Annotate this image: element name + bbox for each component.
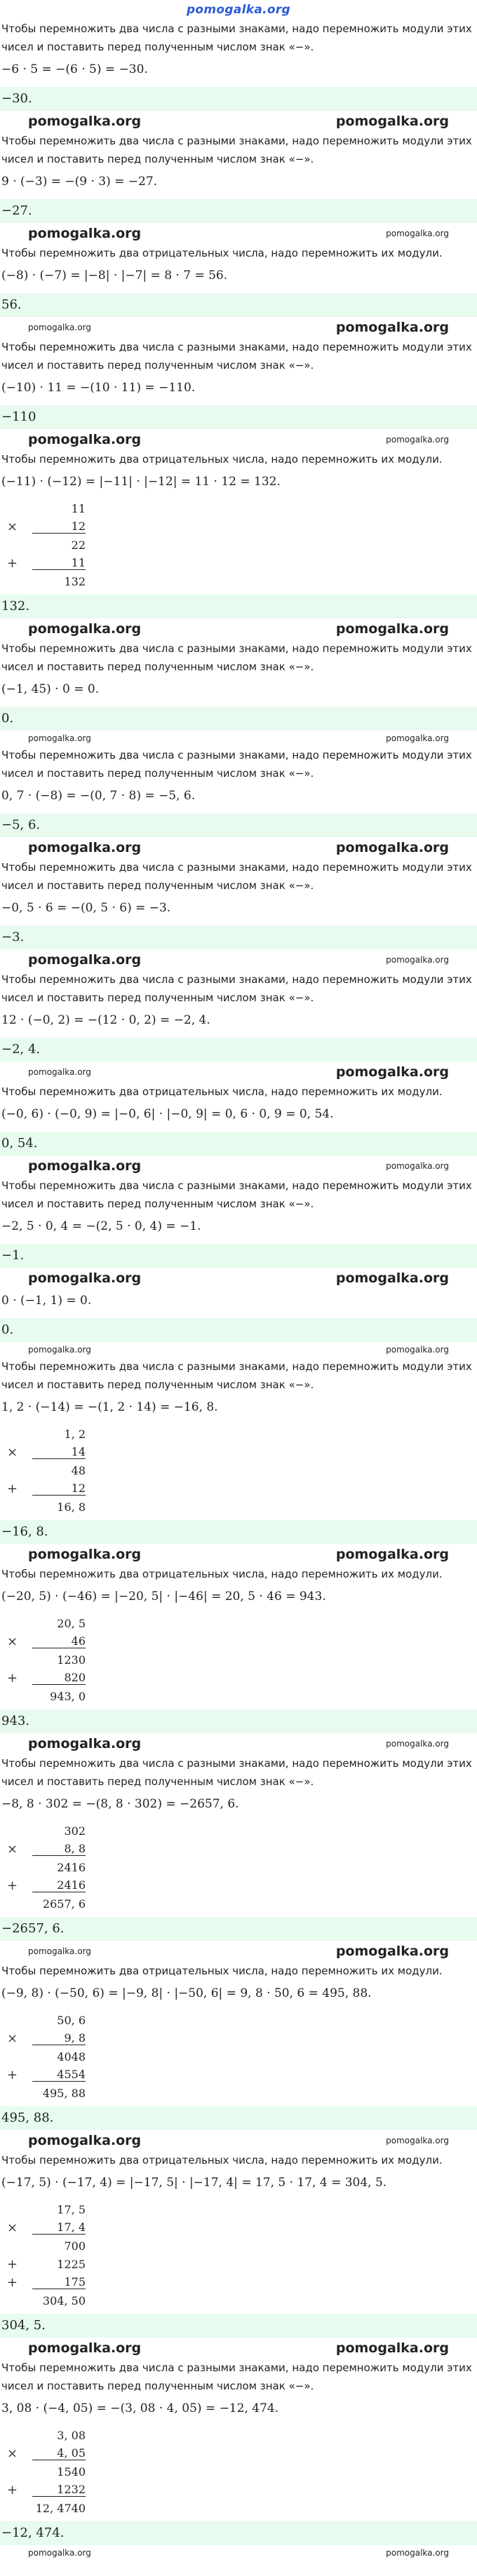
answer: −27. (0, 199, 477, 223)
exercise-item (0, 2357, 477, 2559)
calc-row (7, 1876, 477, 1894)
formula: (−11) · (−12) = |−11| · |−12| = 11 · 12 = 132. (1, 475, 281, 489)
plus-sign: + (7, 555, 18, 571)
watermark-row (0, 2339, 477, 2357)
calc-row (7, 1443, 477, 1461)
watermark: pomogalka.org (386, 955, 449, 965)
watermark: pomogalka.org (28, 2133, 142, 2148)
plus-sign: + (7, 1670, 18, 1686)
formula: −2, 5 · 0, 4 = −(2, 5 · 0, 4) = −1. (1, 1219, 201, 1233)
rule-text: Чтобы перемножить два числа с разными знаками, надо перемножить модули этих чисел и поставить перед полученным числом знак «−». (1, 749, 472, 780)
watermark-row (0, 1343, 477, 1356)
rule-text: Чтобы перемножить два отрицательных числа, надо перемножить их модули. (1, 1085, 443, 1098)
formula: 0, 7 · (−8) = −(0, 7 · 8) = −5, 6. (1, 789, 196, 803)
calc-number: 46 (32, 1634, 86, 1648)
formula: (−9, 8) · (−50, 6) = |−9, 8| · |−50, 6| = 9, 8 · 50, 6 = 495, 88. (1, 1986, 372, 2000)
calc-number: 2416 (57, 1860, 86, 1874)
multiply-sign: × (7, 2220, 18, 2235)
multiply-sign: × (7, 519, 18, 534)
calc-number: 2416 (32, 1878, 86, 1892)
watermark: pomogalka.org (386, 1161, 449, 1171)
calc-number: 8, 8 (32, 1842, 86, 1856)
exercise-item (0, 130, 477, 243)
rule-text: Чтобы перемножить два отрицательных числа, надо перемножить их модули. (1, 1965, 443, 1977)
watermark-row (0, 431, 477, 449)
watermark: pomogalka.org (28, 226, 142, 241)
calc-row (7, 499, 477, 517)
calc-number: 9, 8 (32, 2031, 86, 2045)
answer: −2, 4. (0, 1038, 477, 1062)
watermark: pomogalka.org (28, 2548, 91, 2558)
calc-number: 16, 8 (57, 1500, 86, 1514)
answer: −3. (0, 926, 477, 949)
rule-text: Чтобы перемножить два числа с разными знаками, надо перемножить модули этих чисел и поставить перед полученным числом знак «−». (1, 135, 472, 165)
calc-row (7, 2481, 477, 2499)
exercise-item (0, 1356, 477, 1564)
exercise-item (0, 638, 477, 745)
exercise-item (0, 969, 477, 1081)
calc-number: 943, 0 (50, 1689, 86, 1703)
calc-row (7, 2255, 477, 2273)
watermark: pomogalka.org (28, 1067, 91, 1077)
calc-row (7, 2084, 477, 2102)
watermark-row (0, 1157, 477, 1175)
rule-text: Чтобы перемножить два отрицательных числа, надо перемножить их модули. (1, 1568, 443, 1580)
column-multiplication (7, 1822, 477, 1913)
answer: 0. (0, 1318, 477, 1342)
watermark: pomogalka.org (28, 621, 142, 637)
formula: 12 · (−0, 2) = −(12 · 0, 2) = −2, 4. (1, 1013, 210, 1027)
watermark: pomogalka.org (28, 1270, 142, 1286)
calc-row (7, 2426, 477, 2444)
multiply-sign: × (7, 2446, 18, 2461)
watermark-row (0, 1942, 477, 1960)
answer: 304, 5. (0, 2314, 477, 2338)
plus-sign: + (7, 1481, 18, 1496)
watermark: pomogalka.org (28, 1736, 142, 1751)
watermark-row (0, 1269, 477, 1287)
formula: 0 · (−1, 1) = 0. (1, 1294, 92, 1308)
calc-number: 1, 2 (64, 1427, 86, 1441)
rule-text: Чтобы перемножить два числа с разными знаками, надо перемножить модули этих чисел и поставить перед полученным числом знак «−». (1, 1179, 472, 1210)
exercise-item (0, 449, 477, 638)
calc-row (7, 1894, 477, 1913)
calc-number: 820 (32, 1671, 86, 1685)
formula: (−8) · (−7) = |−8| · |−7| = 8 · 7 = 56. (1, 269, 228, 283)
watermark-row (0, 839, 477, 857)
exercise-item (0, 1081, 477, 1175)
calc-row (7, 1425, 477, 1443)
calc-number: 12, 4740 (35, 2501, 86, 2515)
exercise-item (0, 1753, 477, 1960)
rule-text: Чтобы перемножить два числа с разными знаками, надо перемножить модули этих чисел и поставить перед полученным числом знак «−». (1, 1360, 472, 1391)
calc-number: 2657, 6 (42, 1897, 86, 1911)
answer: 943. (0, 1709, 477, 1733)
calc-row (7, 1632, 477, 1650)
calc-number: 3, 08 (57, 2428, 86, 2442)
calc-number: 1225 (57, 2257, 86, 2271)
calc-number: 1230 (57, 1653, 86, 1667)
column-multiplication (7, 2426, 477, 2517)
answer: −16, 8. (0, 1520, 477, 1544)
calc-row (7, 2444, 477, 2462)
watermark: pomogalka.org (28, 1946, 91, 1956)
formula: (−1, 45) · 0 = 0. (1, 682, 100, 696)
formula: 1, 2 · (−14) = −(1, 2 · 14) = −16, 8. (1, 1400, 218, 1414)
formula: −0, 5 · 6 = −(0, 5 · 6) = −3. (1, 901, 171, 915)
answer: 0. (0, 707, 477, 731)
watermark: pomogalka.org (386, 1739, 449, 1749)
answer: 495, 88. (0, 2106, 477, 2130)
calc-number: 132 (64, 574, 86, 588)
rule-text: Чтобы перемножить два числа с разными знаками, надо перемножить модули этих чисел и поставить перед полученным числом знак «−». (1, 2361, 472, 2392)
calc-row (7, 1614, 477, 1632)
watermark: pomogalka.org (335, 2340, 449, 2356)
multiply-sign: × (7, 1634, 18, 1649)
rule-text: Чтобы перемножить два числа с разными знаками, надо перемножить модули этих чисел и поставить перед полученным числом знак «−». (1, 22, 472, 53)
exercise-item (0, 18, 477, 130)
calc-row (7, 2029, 477, 2047)
answer: −1. (0, 1244, 477, 1268)
calc-number: 302 (64, 1824, 86, 1838)
watermark: pomogalka.org (28, 1345, 91, 1355)
calc-row (7, 1687, 477, 1705)
calc-row (7, 2273, 477, 2291)
watermark-row (0, 620, 477, 638)
answer: 56. (0, 293, 477, 317)
rule-text: Чтобы перемножить два отрицательных числа, надо перемножить их модули. (1, 247, 443, 259)
watermark-row (0, 2131, 477, 2150)
column-multiplication (7, 2011, 477, 2102)
calc-row (7, 1461, 477, 1479)
watermark-row (0, 318, 477, 337)
solution-content (0, 18, 477, 2559)
watermark: pomogalka.org (335, 621, 449, 637)
rule-text: Чтобы перемножить два числа с разными знаками, надо перемножить модули этих чисел и поставить перед полученным числом знак «−». (1, 973, 472, 1004)
formula: (−0, 6) · (−0, 9) = |−0, 6| · |−0, 9| = 0, 6 · 0, 9 = 0, 54. (1, 1107, 334, 1121)
column-multiplication (7, 499, 477, 590)
exercise-item (0, 2150, 477, 2357)
plus-sign: + (7, 2067, 18, 2082)
calc-row (7, 517, 477, 536)
formula: (−17, 5) · (−17, 4) = |−17, 5| · |−17, 4| = 17, 5 · 17, 4 = 304, 5. (1, 2176, 387, 2190)
watermark-row (0, 2547, 477, 2559)
calc-row (7, 1858, 477, 1876)
watermark: pomogalka.org (386, 733, 449, 743)
calc-number: 304, 50 (42, 2293, 86, 2307)
watermark: pomogalka.org (386, 1345, 449, 1355)
watermark: pomogalka.org (28, 733, 91, 743)
watermark: pomogalka.org (335, 320, 449, 335)
calc-row (7, 1479, 477, 1498)
watermark: pomogalka.org (28, 840, 142, 855)
watermark: pomogalka.org (335, 840, 449, 855)
watermark: pomogalka.org (28, 432, 142, 447)
calc-number: 14 (32, 1445, 86, 1459)
exercise-item (0, 1960, 477, 2150)
watermark-row (0, 732, 477, 745)
exercise-item (0, 337, 477, 449)
watermark-row (0, 1063, 477, 1081)
column-multiplication (7, 2200, 477, 2310)
calc-number: 175 (32, 2275, 86, 2289)
rule-text: Чтобы перемножить два отрицательных числа, надо перемножить их модули. (1, 2154, 443, 2167)
multiply-sign: × (7, 2031, 18, 2046)
column-multiplication (7, 1614, 477, 1705)
answer: −2657, 6. (0, 1917, 477, 1941)
calc-row (7, 554, 477, 572)
watermark: pomogalka.org (28, 2340, 142, 2356)
calc-number: 11 (71, 501, 86, 515)
calc-row (7, 1650, 477, 1669)
exercise-item (0, 1175, 477, 1287)
calc-row (7, 2218, 477, 2237)
watermark-row (0, 224, 477, 243)
watermark: pomogalka.org (386, 2136, 449, 2145)
formula: 9 · (−3) = −(9 · 3) = −27. (1, 175, 158, 189)
answer: 132. (0, 595, 477, 618)
exercise-item (0, 1287, 477, 1356)
exercise-item (0, 857, 477, 969)
column-multiplication (7, 1425, 477, 1516)
formula: −6 · 5 = −(6 · 5) = −30. (1, 62, 148, 76)
formula: (−10) · 11 = −(10 · 11) = −110. (1, 381, 196, 395)
calc-row (7, 2499, 477, 2517)
plus-sign: + (7, 1878, 18, 1893)
calc-row (7, 2200, 477, 2218)
site-title[interactable]: pomogalka.org (186, 3, 291, 17)
plus-sign: + (7, 2482, 18, 2497)
answer: −12, 474. (0, 2521, 477, 2545)
answer: 0, 54. (0, 1132, 477, 1155)
calc-number: 495, 88 (42, 2086, 86, 2100)
rule-text: Чтобы перемножить два числа с разными знаками, надо перемножить модули этих чисел и поставить перед полученным числом знак «−». (1, 642, 472, 673)
calc-number: 20, 5 (57, 1616, 86, 1630)
calc-row (7, 2237, 477, 2255)
rule-text: Чтобы перемножить два числа с разными знаками, надо перемножить модули этих чисел и поставить перед полученным числом знак «−». (1, 861, 472, 892)
calc-row (7, 2047, 477, 2066)
watermark: pomogalka.org (335, 1944, 449, 1959)
calc-number: 17, 4 (32, 2221, 86, 2235)
formula: (−20, 5) · (−46) = |−20, 5| · |−46| = 20, 5 · 46 = 943. (1, 1589, 326, 1604)
exercise-item (0, 1564, 477, 1753)
exercise-item (0, 243, 477, 337)
calc-row (7, 572, 477, 590)
rule-text: Чтобы перемножить два числа с разными знаками, надо перемножить модули этих чисел и поставить перед полученным числом знак «−». (1, 1757, 472, 1788)
calc-number: 48 (71, 1463, 86, 1477)
calc-number: 12 (32, 520, 86, 534)
rule-text: Чтобы перемножить два отрицательных числа, надо перемножить их модули. (1, 453, 443, 466)
answer: −30. (0, 87, 477, 111)
watermark: pomogalka.org (335, 1547, 449, 1562)
watermark: pomogalka.org (28, 952, 142, 968)
calc-number: 11 (32, 556, 86, 570)
calc-row (7, 1840, 477, 1858)
watermark: pomogalka.org (386, 229, 449, 238)
plus-sign: + (7, 2256, 18, 2272)
calc-number: 1232 (32, 2483, 86, 2497)
plus-sign: + (7, 2275, 18, 2290)
watermark: pomogalka.org (28, 323, 91, 332)
formula: −8, 8 · 302 = −(8, 8 · 302) = −2657, 6. (1, 1797, 239, 1811)
watermark: pomogalka.org (386, 2548, 449, 2558)
watermark-row (0, 112, 477, 130)
calc-number: 4554 (32, 2068, 86, 2082)
multiply-sign: × (7, 1444, 18, 1460)
watermark: pomogalka.org (28, 1547, 142, 1562)
watermark: pomogalka.org (386, 435, 449, 445)
calc-number: 4048 (57, 2049, 86, 2063)
calc-row (7, 536, 477, 554)
calc-number: 1540 (57, 2465, 86, 2479)
calc-number: 4, 05 (32, 2446, 86, 2460)
watermark: pomogalka.org (335, 1270, 449, 1286)
calc-number: 700 (64, 2239, 86, 2253)
formula: 3, 08 · (−4, 05) = −(3, 08 · 4, 05) = −12, 474. (1, 2401, 279, 2415)
watermark: pomogalka.org (28, 1158, 142, 1174)
calc-row (7, 2011, 477, 2029)
watermark-row (0, 1735, 477, 1753)
calc-row (7, 1822, 477, 1840)
multiply-sign: × (7, 1841, 18, 1857)
calc-row (7, 1498, 477, 1516)
calc-number: 12 (32, 1482, 86, 1496)
watermark-row (0, 951, 477, 969)
calc-number: 50, 6 (57, 2013, 86, 2027)
rule-text: Чтобы перемножить два числа с разными знаками, надо перемножить модули этих чисел и поставить перед полученным числом знак «−». (1, 341, 472, 372)
exercise-item (0, 745, 477, 857)
calc-number: 17, 5 (57, 2202, 86, 2216)
calc-number: 22 (71, 538, 86, 552)
watermark-row (0, 1545, 477, 1564)
answer: −5, 6. (0, 813, 477, 837)
calc-row (7, 2291, 477, 2310)
watermark: pomogalka.org (335, 114, 449, 129)
calc-row (7, 2066, 477, 2084)
watermark: pomogalka.org (335, 1064, 449, 1080)
calc-row (7, 1669, 477, 1687)
answer: −110 (0, 405, 477, 429)
watermark: pomogalka.org (28, 114, 142, 129)
calc-row (7, 2462, 477, 2481)
